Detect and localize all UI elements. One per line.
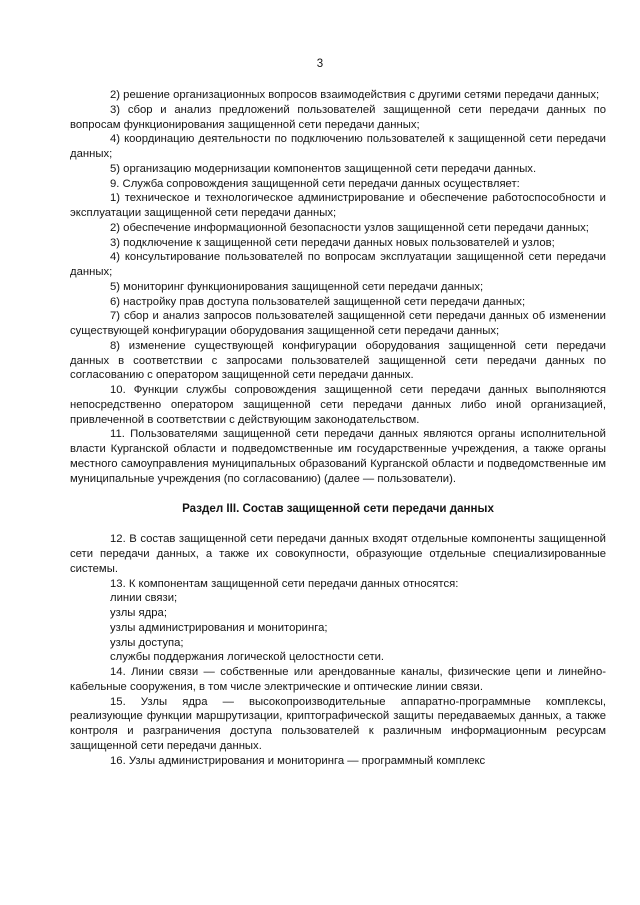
paragraph: 16. Узлы администрирования и мониторинга — программный комплекс (110, 754, 486, 767)
paragraph: 5) мониторинг функционирования защищенной сети передачи данных; (110, 280, 484, 293)
paragraph: 10. Функции службы сопровождения защищенной сети передачи данных выполняются непосредственно оператором защищенной сети передачи данных либо иной организацией, привлеченной в соответствии с действующим законодательством. (70, 384, 606, 426)
paragraph: 2) обеспечение информационной безопасности узлов защищенной сети передачи данных; (110, 221, 589, 234)
list-item: узлы ядра; (110, 607, 167, 619)
paragraph: 2) решение организационных вопросов взаимодействия с другими сетями передачи данных; (110, 89, 600, 101)
paragraph: 15. Узлы ядра — высокопроизводительные аппаратно-программные комплексы, реализующие функции маршрутизации, криптографической защиты передаваемых данных, а также контроля и разграничения доступа пользователей к различным информационным ресурсам защищенной сети передачи данных. (70, 695, 606, 752)
paragraph: 9. Служба сопровождения защищенной сети передачи данных осуществляет: (110, 177, 520, 190)
list-item: узлы администрирования и мониторинга; (110, 621, 328, 634)
paragraph: 14. Линии связи — собственные или арендованные каналы, физические цепи и линейно-кабельные сооружения, в том числе электрические и оптические линии связи. (70, 666, 606, 693)
list-item: службы поддержания логической целостности сети. (110, 651, 385, 664)
paragraph: 1) техническое и технологическое администрирование и обеспечение работоспособности и эксплуатации защищенной сети передачи данных; (70, 192, 606, 219)
paragraph: 4) консультирование пользователей по вопросам эксплуатации защищенной сети передачи данных; (70, 251, 606, 278)
paragraph: 3) сбор и анализ предложений пользователей защищенной сети передачи данных по вопросам функционирования защищенной сети передачи данных; (70, 103, 606, 131)
paragraph: 11. Пользователями защищенной сети передачи данных являются органы исполнительной власти Курганской области и подведомственные им государственные учреждения, а также органы местного самоуправления муниципальных образований Курганской области и подведомственные им муниципальные учреждения (по согласованию) (далее — пользователи). (70, 428, 606, 485)
section-heading: Раздел III. Состав защищенной сети передачи данных (182, 502, 494, 516)
paragraph: 6) настройку прав доступа пользователей защищенной сети передачи данных; (110, 295, 526, 308)
paragraph: 3) подключение к защищенной сети передачи данных новых пользователей и узлов; (110, 236, 555, 249)
paragraph: 7) сбор и анализ запросов пользователей защищенной сети передачи данных об изменении существующей конфигурации оборудования защищенной сети передачи данных; (70, 310, 606, 337)
paragraph: 4) координацию деятельности по подключению пользователей к защищенной сети передачи данных; (70, 133, 606, 160)
paragraph: 13. К компонентам защищенной сети передачи данных относятся: (110, 577, 459, 590)
page-number: 3 (316, 58, 324, 70)
list-item: линии связи; (110, 592, 178, 605)
paragraph: 8) изменение существующей конфигурации оборудования защищенной сети передачи данных в соответствии с запросами пользователей защищенной сети передачи данных по согласованию с оператором защищенной сети передачи данных. (70, 339, 606, 382)
paragraph: 5) организацию модернизации компонентов защищенной сети передачи данных. (110, 162, 537, 175)
document-body (70, 88, 606, 768)
list-item: узлы доступа; (110, 636, 184, 649)
paragraph: 12. В состав защищенной сети передачи данных входят отдельные компоненты защищенной сети передачи данных, а также их совокупности, образующие отдельные специализированные системы. (70, 533, 606, 575)
